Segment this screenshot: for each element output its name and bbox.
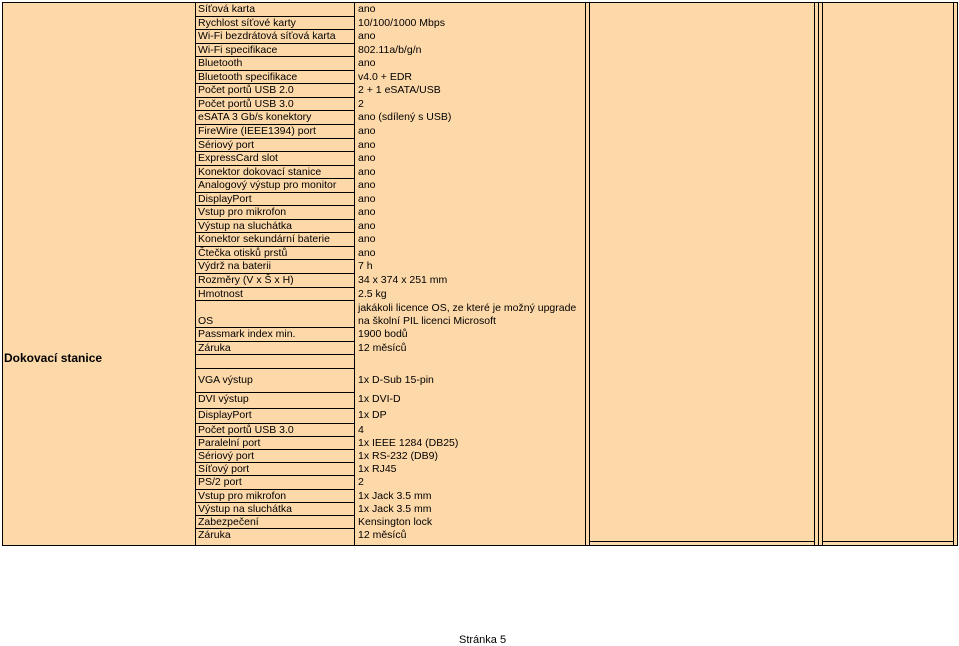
param-value: ano <box>358 206 376 219</box>
box-a-right <box>814 2 815 546</box>
param-label: Počet portů USB 2.0 <box>198 84 294 97</box>
param-value: ano <box>358 165 376 178</box>
param-value: 1x D-Sub 15-pin <box>358 374 434 386</box>
param-value: 2 <box>358 97 364 110</box>
section-label: Dokovací stanice <box>4 351 103 365</box>
param-label: VGA výstup <box>198 374 253 386</box>
box-a-bottom <box>589 541 815 542</box>
param-value: ano <box>358 124 376 137</box>
param-value: 7 h <box>358 260 373 273</box>
param-value: ano (sdílený s USB) <box>358 111 452 124</box>
param-value: ano <box>358 179 376 192</box>
left-border <box>2 2 3 546</box>
param-label: Počet portů USB 3.0 <box>198 97 294 110</box>
param-label: Paralelní port <box>198 437 261 449</box>
param-label: DisplayPort <box>198 409 252 421</box>
param-value: ano <box>358 152 376 165</box>
param-label: Sériový port <box>198 450 255 462</box>
param-value: jakákoli licence OS, ze které je možný upgrade <box>358 302 577 315</box>
param-value: ano <box>358 3 376 15</box>
param-label: Konektor dokovací stanice <box>198 165 322 178</box>
param-label: Bluetooth specifikace <box>198 70 298 83</box>
param-value: ano <box>358 138 376 151</box>
param-label: DVI výstup <box>198 393 249 405</box>
param-label: Síťový port <box>198 463 250 475</box>
param-value: 1900 bodů <box>358 328 408 341</box>
col-divider-3 <box>585 2 586 546</box>
box-b-right <box>953 2 954 546</box>
param-label: ExpressCard slot <box>198 152 278 165</box>
param-label: Záruka <box>198 341 231 354</box>
param-value: 12 měsíců <box>358 529 407 541</box>
param-label: Wi-Fi bezdrátová síťová karta <box>198 30 336 43</box>
param-label: Počet portů USB 3.0 <box>198 424 294 436</box>
box-b-bottom <box>822 541 954 542</box>
param-value: 1x Jack 3.5 mm <box>358 490 432 502</box>
param-value: 802.11a/b/g/n <box>358 43 422 56</box>
param-label: FireWire (IEEE1394) port <box>198 124 316 137</box>
row-divider <box>195 354 355 355</box>
param-label: Výstup na sluchátka <box>198 219 292 232</box>
param-value: 1x RS-232 (DB9) <box>358 450 438 462</box>
param-value: 12 měsíců <box>358 341 407 354</box>
param-label: Wi-Fi specifikace <box>198 43 278 56</box>
param-label: Záruka <box>198 529 231 541</box>
param-label: Sériový port <box>198 138 255 151</box>
param-value: ano <box>358 219 376 232</box>
param-label: Analogový výstup pro monitor <box>198 179 337 192</box>
param-label: Vstup pro mikrofon <box>198 206 287 219</box>
param-value: Kensington lock <box>358 516 433 528</box>
param-label: Výstup na sluchátka <box>198 503 292 515</box>
param-label: eSATA 3 Gb/s konektory <box>198 111 312 124</box>
col-divider-4 <box>818 2 819 546</box>
right-border <box>957 2 958 546</box>
param-value: 34 x 374 x 251 mm <box>358 274 448 286</box>
param-label: Konektor sekundární baterie <box>198 233 330 246</box>
param-value: 1x IEEE 1284 (DB25) <box>358 437 459 449</box>
param-value: ano <box>358 246 376 259</box>
param-label: Passmark index min. <box>198 328 296 341</box>
param-label: OS <box>198 315 214 328</box>
param-label: Výdrž na baterii <box>198 260 271 273</box>
page-footer: Stránka 5 <box>459 634 507 646</box>
param-label: Zabezpečení <box>198 516 259 528</box>
param-label: Čtečka otisků prstů <box>198 246 288 259</box>
param-value: 2.5 kg <box>358 287 387 300</box>
param-label: Rychlost síťové karty <box>198 16 296 29</box>
param-value: na školní PIL licenci Microsoft <box>358 315 496 328</box>
param-value: ano <box>358 192 376 205</box>
param-label: DisplayPort <box>198 192 252 205</box>
section-divider <box>195 368 355 369</box>
box-b-left <box>822 2 823 546</box>
param-value: v4.0 + EDR <box>358 70 412 83</box>
param-label: Hmotnost <box>198 287 243 300</box>
param-value: 2 <box>358 476 364 488</box>
row-divider <box>195 300 355 301</box>
param-value: 2 + 1 eSATA/USB <box>358 84 441 97</box>
param-value: 1x RJ45 <box>358 463 397 475</box>
param-value: 10/100/1000 Mbps <box>358 16 445 29</box>
param-value: 1x Jack 3.5 mm <box>358 503 432 515</box>
param-label: Rozměry (V x Š x H) <box>198 274 294 286</box>
param-value: 4 <box>358 424 364 436</box>
param-value: ano <box>358 57 376 70</box>
param-label: Vstup pro mikrofon <box>198 490 287 502</box>
param-value: 1x DVI-D <box>358 393 401 405</box>
param-value: 1x DP <box>358 409 387 421</box>
param-label: Bluetooth <box>198 57 243 70</box>
param-label: Síťová karta <box>198 3 256 15</box>
param-label: PS/2 port <box>198 476 242 488</box>
param-value: ano <box>358 233 376 246</box>
param-value: ano <box>358 30 376 43</box>
box-a-left <box>589 2 590 546</box>
